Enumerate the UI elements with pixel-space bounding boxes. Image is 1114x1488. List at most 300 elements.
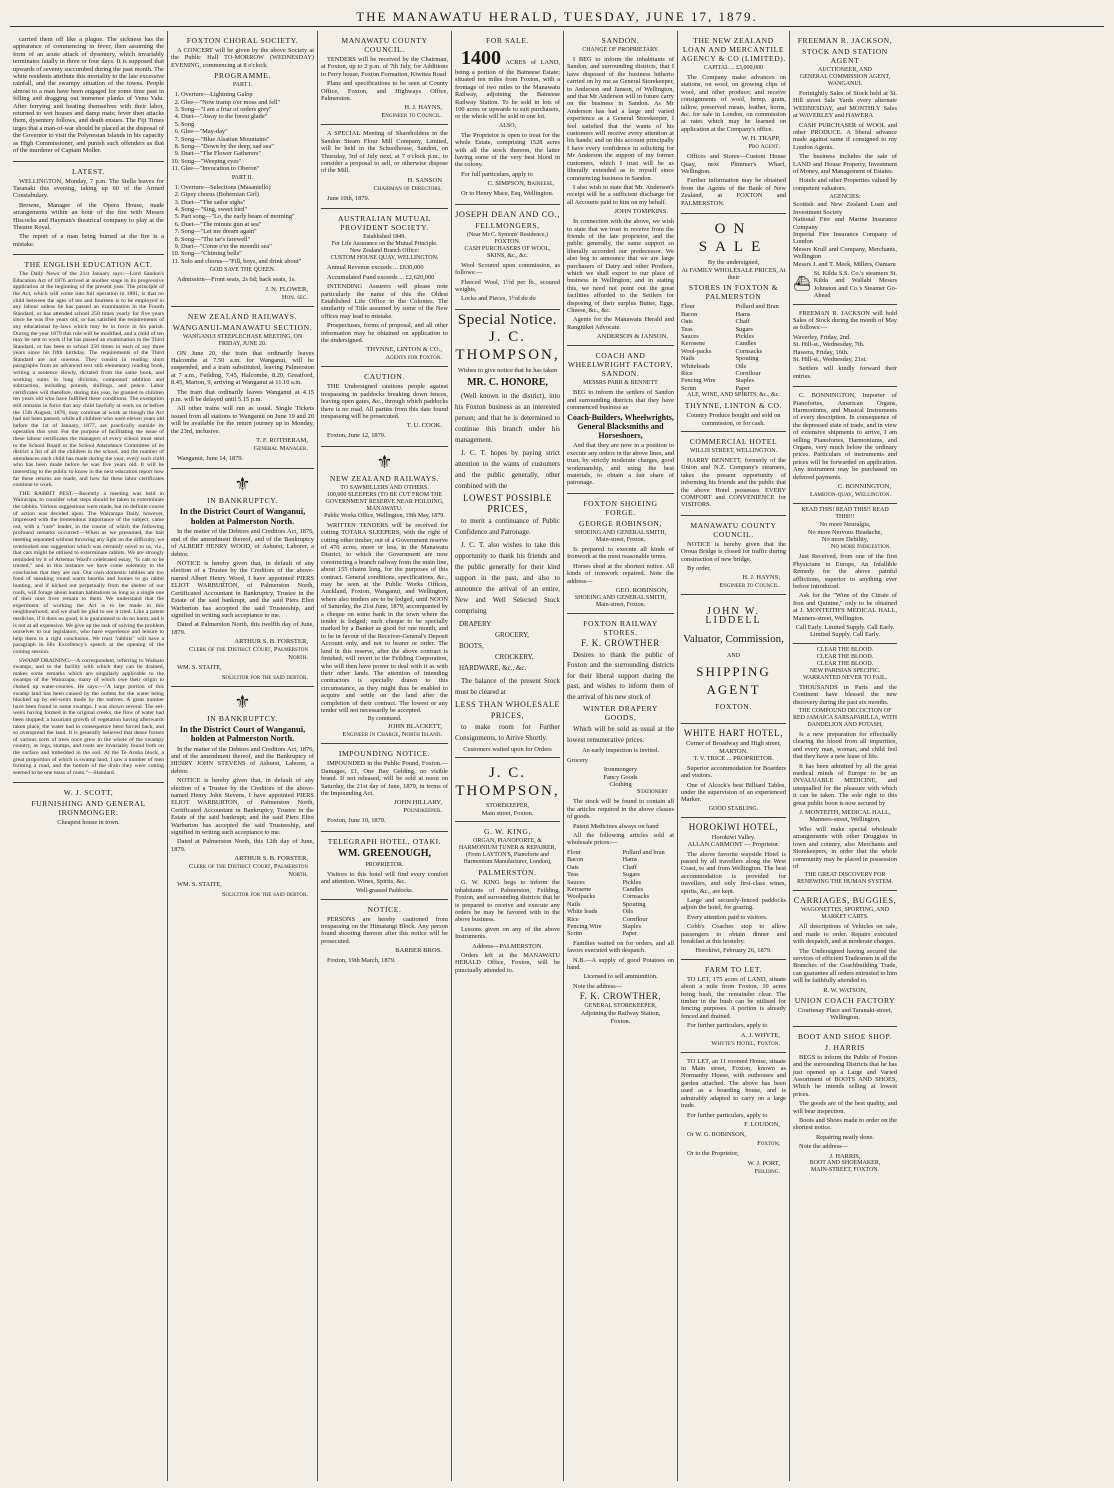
ad-heading: NOTICE. xyxy=(367,904,402,914)
ad-text: Fancy Goods xyxy=(603,773,638,781)
ad-bonnington xyxy=(793,387,897,504)
goods-item: Pickles xyxy=(622,878,641,886)
goods-item: Sauces xyxy=(681,332,699,340)
column-6 xyxy=(678,31,790,1481)
ad-text: Foxton; xyxy=(757,1140,780,1148)
ad-signature: F. LOUDON, xyxy=(744,1120,780,1128)
ad-emphasis: PRICES, xyxy=(490,710,525,720)
ad-signature: ANDERSON & JANSON. xyxy=(596,333,668,341)
ad-subheading: NEW PARISIAN SPECIFIC. xyxy=(809,667,881,674)
ad-heading: FOXTON SHOEING FORGE. xyxy=(583,498,658,517)
ad-house-to-let xyxy=(681,1053,786,1180)
ad-coach-factory xyxy=(567,346,674,494)
ad-subheading: PART II. xyxy=(231,174,254,181)
ad-signature: A. J. WHYTE, xyxy=(740,1031,780,1039)
ad-text: PALMERSTON. xyxy=(478,868,537,878)
columns xyxy=(10,31,1104,1481)
article-text: Browne, Manager of the Opera House, made arrangements within an hour of the fire with Messrs Hiscocks and Hayman's theatrical company to play at the Theatre Royal. xyxy=(13,201,164,231)
programme-item: 4. Song—"Sing, sweet bird" xyxy=(181,206,314,213)
ad-trade: AUCTIONEER, AND xyxy=(818,67,872,73)
ad-text: PROPRIETOR. xyxy=(365,861,404,868)
ad-text: TENDERS will be received by the Chairman, at Foxton, up to 2 p.m. of 7th July, for Additions to Ferry house, Foxton Formation, Kiwitea Road xyxy=(321,56,448,78)
goods-item: Paper xyxy=(622,930,638,938)
ad-text: All descriptions of Vehicles on sale, and made to order. Repairs executed with despatch, and at moderate charges. xyxy=(793,923,897,946)
ad-text: Or to Henry Mace, Esq, Wellington. xyxy=(461,190,554,198)
ad-farm-to-let xyxy=(681,960,786,1053)
ad-text: A CONCERT will be given by the above Society at the Public Hall TO-MORROW (WEDNESDAY) EVENING, commencing at 8 o'clock. xyxy=(171,47,314,69)
ad-commercial-hotel xyxy=(681,432,786,516)
ad-jackson-sales xyxy=(793,305,897,388)
royal-crest-icon: ⚜ xyxy=(234,691,251,712)
royal-crest-icon: ⚜ xyxy=(376,451,393,472)
ad-text: Ask for the "Wine of the Citrate of Iron and Quinine," only to be obtained at J. MONTEITH'S MEDICAL HALL, Manners-street, Wellington. xyxy=(793,592,897,622)
ad-text: IMPOUNDED in the Public Pound, Foxton.—Damages, £1, One Bay Gelding, no visible brand. If not released, will be sold at noon on Saturday, the 21st day of June, 1879, in terms of the Impounding Act. xyxy=(321,760,448,797)
ad-subheading: 100,000 SLEEPERS (TO BE CUT FROM THE GOVERNMENT RESERVE NEAR FEILDING, MANAWATU. xyxy=(325,491,444,512)
column-1 xyxy=(10,31,168,1481)
ad-name: MR. C. HONORE, xyxy=(467,376,548,388)
ad-trade: STOCK AND STATION AGENT xyxy=(802,47,888,65)
ad-text: In the matter of the Debtors and Creditors Act, 1876, and of the amendment thereof, and of the Bankruptcy of ALBERT HENRY WOOD, of Ashurst, Laborer, a debtor. xyxy=(171,528,314,558)
article-text: WELLINGTON, Monday, 7 p.m. The Stella leaves for Taranaki this evening, taking up 60 of the Armed Constabulary. xyxy=(13,177,164,200)
ad-subheading: TO SAWMILLERS AND OTHERS. xyxy=(340,484,429,491)
goods-item: Pickles xyxy=(735,332,754,340)
goods-item: GROCERY, xyxy=(495,630,529,639)
ad-trade: Coach-Builders, Wheelwrights, General Blacksmiths and Horseshoers, xyxy=(567,413,674,441)
ad-subheading: WANGANUI-MANAWATU SECTION. xyxy=(172,322,313,332)
ad-text: Patent Medicines always on hand xyxy=(573,822,659,830)
ad-text: Dated at Palmerston North, this twelfth day of June, 1879. xyxy=(171,621,314,636)
ad-signature-title: Engineer in Charge, North Island. xyxy=(342,731,442,739)
ad-name: W. J. SCOTT, xyxy=(63,788,114,798)
ad-text: NOTICE is hereby given that, in default of any election of a Trustee by the Creditors of the above-named Henry John Stevens, I have appointed PIERS ELIOT WARBURTON, of Palmerston North, Certificated Accountant in Bankruptcy, Trustee in the Estate of the said bankrupt; and the said Piers Eliot Warburton has accepted the said Trusteeship, and signified in writing such acceptance to me. xyxy=(171,777,314,836)
ad-text: The Proprietor is open to treat for the whole Estate, comprising 1528 acres with all the stock thereon, the latter having some of the very best blood in the colony. xyxy=(455,131,560,169)
ad-text: ALE, WINE, AND SPIRITS, &c., &c. xyxy=(687,392,780,399)
ad-text: GOOD STABLING. xyxy=(708,805,759,812)
ad-text: Main-street, Foxton. xyxy=(595,536,646,543)
ad-trade: SHOEING AND GENERAL SMITH, xyxy=(574,529,667,536)
goods-item: Teas xyxy=(567,871,579,879)
article-text: SWAMP DRAINING.—A correspondent, referring to Waikato swamps, and to the facility with which they can be drained, makes some remarks which are singularly applicable to the swamps of the Wairarapa, many of which owe their origin to choked up water-courses. He says:—"A large portion of this swamp land has been caused by the outlets for the water being blocked up by eel-weirs made by the natives. A great number have been found in some swamps. I was shown several. The eel-weirs having formed in the original creeks, the flow of water had been stopped; a luxuriant growth of vegetation having afterwards taken place, the water had in consequence been forced back, and so overspread the land. It is generally believed that dense forests of various sorts of trees once grew in the whole of the swampy country, as logs, stumps, and roots are invariably found both on the surface and imbedded in the soil. At the Te Aroha block, a great proportion of which is swamp land, I saw a number of men forming a road, and the bottom of the drain they were cutting seemed to be one mass of roots."—Standard. xyxy=(13,657,164,776)
agency-list xyxy=(793,201,897,268)
ad-signature: C. BONNINGTON, xyxy=(837,483,891,491)
ad-dean-fellmongers xyxy=(455,205,560,310)
ad-signature: J. HARRIS, xyxy=(829,1152,861,1160)
ad-text: Customers waited upon for Orders xyxy=(463,745,552,753)
ad-text: N.B.—A supply of good Potatoes on hand. xyxy=(567,956,674,971)
ad-name: JOHN W. LIDDELL xyxy=(705,606,762,627)
sales-list xyxy=(793,334,897,364)
ad-text: For Life Assurance on the Mutual Principle. xyxy=(331,241,438,248)
ad-name: J. C. THOMPSON, xyxy=(455,764,560,799)
ad-name: WM. GREENOUGH, xyxy=(337,847,432,859)
ad-trade: FELLMONGERS, xyxy=(475,220,540,230)
ad-text: By command. xyxy=(367,716,402,723)
ad-text: Lessons given on any of the above Instruments. xyxy=(455,925,560,941)
ad-text: All the following articles sold at wholesale prices:— xyxy=(567,832,674,847)
goods-item: Cornflour xyxy=(735,369,761,377)
ad-heading: CLEAR THE BLOOD. xyxy=(816,653,874,660)
programme-item: 2. Glee—"Now tramp o'er moss and fell" xyxy=(181,99,314,106)
goods-item: Staples xyxy=(735,377,754,385)
ad-text: Licensed to sell ammunition. xyxy=(583,973,658,981)
ad-heading: FOXTON CHORAL SOCIETY. xyxy=(186,36,299,45)
ad-trade: FURNISHING AND GENERAL IRONMONGER. xyxy=(31,799,146,818)
ad-signature: R. W. WATSON, xyxy=(823,986,867,994)
ad-text: At FAMILY WHOLESALE PRICES, At their xyxy=(681,266,786,281)
ad-name: FREEMAN R. JACKSON, xyxy=(797,36,893,45)
sale-item: Hawera, Friday, 16th. xyxy=(793,348,849,356)
ad-text: NOTICE is hereby given that, in default of any election of a Trustee by the Creditors of the above-named Albert Henry Wood, I have appointed PIERS ELIOT WARBURTON, of Palmerston North, Certificated Accountant in Bankruptcy, Trustee in the Estate of the said bankrupt, and the said Piers Eliot Warburton has accepted the said Trusteeship, and signified in writing such acceptance to me. xyxy=(171,560,314,619)
ad-heading: COMMERCIAL HOTEL xyxy=(689,437,778,446)
ad-heading: FOXTON RAILWAY STORES. xyxy=(583,618,658,637)
goods-item: Sauces xyxy=(567,878,585,886)
ad-text: CAPITAL ... £3,000,000 xyxy=(703,65,764,71)
acreage-number: 1400 xyxy=(461,47,501,69)
ad-county-council-tenders xyxy=(321,31,448,125)
programme-item: 7. Song—"Let me dream again" xyxy=(181,228,314,235)
ad-amp-society xyxy=(321,209,448,367)
goods-item: Rice xyxy=(567,915,579,923)
column-7 xyxy=(790,31,900,1481)
goods-item: Wool-packs xyxy=(681,347,712,355)
ad-text: Just Received, from one of the first Physicians in Europe, An Infallible Remedy for the above painful afflictions, superior to anything ever before introduced. xyxy=(793,553,897,590)
programme-item: 3. Song—"I am a friar of orders grey" xyxy=(181,106,314,113)
ad-text: Foxton. xyxy=(610,1017,631,1025)
ad-text: Orders left at the MANAWATU HERALD Office, Foxton, will be punctually attended to. xyxy=(455,952,560,974)
ad-text: ALLAN CARMONT — Proprietor. xyxy=(687,841,780,849)
ad-emphasis: THE COMPOUND DECOCTION OF RED JAMAICA SARSAPARILLA, WITH DANDELION AND POTASH, xyxy=(793,708,898,728)
goods-item: Rice xyxy=(681,369,693,377)
goods-item: HARDWARE, &c., &c. xyxy=(459,663,527,672)
ad-name: JOSEPH DEAN AND CO., xyxy=(455,209,560,219)
goods-item: DRAPERY xyxy=(459,619,492,628)
agency-item: Scottish and New Zealand Loan and Investment Society xyxy=(793,201,897,216)
column-5 xyxy=(564,31,678,1481)
ad-trade: STOREKEEPER, xyxy=(485,802,530,809)
ad-signature-title: Clerk of the District Court, Palmerston North. xyxy=(189,646,308,662)
ad-text: A SPECIAL Meeting of Shareholders in the Sandon Steam Flour Mill Company, Limited, will be held in the Schoolhouse, Sandon, on Thursday, 3rd of July next, at 7 o'clock p.m., to consider a proposal to sell, or otherwise dispose of the Mill. xyxy=(321,130,448,175)
programme-item: 3. Duet—"The sailor sighs" xyxy=(181,199,314,206)
ad-text: Note the address— xyxy=(573,982,622,990)
column-3 xyxy=(318,31,452,1481)
goods-grid xyxy=(681,303,786,392)
agency-item: Messrs Krull and Company, Merchants, Wellington xyxy=(793,245,897,261)
ad-subheading: PART I. xyxy=(232,82,253,89)
ad-date: Horokiwi, February 26, 1879. xyxy=(695,947,772,955)
ad-text: Families waited on for orders, and all favors executed with despatch. xyxy=(567,939,674,955)
ad-subheading: In the District Court of Wanganui, holden at Palmerston North. xyxy=(179,506,306,526)
ad-choral-society xyxy=(171,31,314,307)
ad-clear-the-blood xyxy=(793,644,897,892)
ad-signature: T. U. COOK. xyxy=(406,422,442,430)
goods-item: Kerosene xyxy=(567,885,592,893)
ad-sandon-mill xyxy=(321,125,448,209)
ad-king-tuner xyxy=(455,822,560,980)
ad-heading: READ THIS! READ THIS!! READ THIS!!! xyxy=(801,507,889,521)
goods-item: Oats xyxy=(681,318,693,326)
goods-item: Pollard and Bran xyxy=(735,303,779,311)
ad-text: WRITTEN TENDERS will be received for cutting TOTARA SLEEPERS, with the right of cutting other timber, out of a Government reserve of 470 acres, more or less, in the Manawatu District, to which the Government are now constructing a branch railway from the main line, about 155 chains long, for the purposes of this contract. General conditions, specifications, &c., may be seen at the Public Works Offices, Auckland, Foxton, Wanganui, and Wellington, where also tenders are to be lodged, until NOON of Saturday, the 21st June, 1879, accompanied by a cheque on some bank in the town where the tender is lodged; such cheque to be specially marked by a Banker as good for one month, and to be in favour of the Receiver-General's Deposit Account only, and not to bearer or order. The land in this reserve, after the above contract is finished, will revert to the Feilding Corporation, who will then have power to deal with it as with their other lands. The attention of intending contractors is specially drawn to this circumstance, as they might thus be enabled to acquire and settle on the land after the completion of their contract. The lowest or any tender will not necessarily be accepted. xyxy=(321,521,448,714)
agency-item: Messrs J. and T. Meek, Millers, Oamaru xyxy=(793,260,896,268)
ad-name: J. C. THOMPSON, xyxy=(455,329,560,364)
ad-text: Offices and Stores—Custom House Quay, next Plimmer's Wharf, Wellington. xyxy=(681,153,786,176)
ad-text: Admission—Front seats, 2s 6d; back seats, 1s. xyxy=(177,276,296,284)
ad-signature-title: Solicitor for the said debtor. xyxy=(221,673,308,681)
programme-item: 6. Duet—"The minute gun at sea" xyxy=(181,221,314,228)
ad-text: Wishes to give notice that he has taken xyxy=(457,367,558,375)
ad-text: Annual Revenue exceeds ... £630,000 xyxy=(327,264,424,272)
ad-signature: H. J. HAYNS, xyxy=(404,104,442,112)
article-text: carried them off like a plague. The sickness has the appearance of commencing in fever, then assuming the form of an acute attack of dysentery, which invariably terminates fatally in three or four days. It is supposed that upwards of seventy succumbed during the past month. The white residents attribute this mortality to the late excessive rainfall, and the swampy situation of the towns. People almost to a man have been engaged for some time past in felling and dragging out immense planks of Venu Valu. After ferrying and heating themselves with their labor, returned to wet houses and damp mats; fever then attacks them, dysentery follows, and death ensues. The Fiji Times urges that a man-of-war should be placed at the disposal of the Governor to visit the Polynesian Islands in his capacity as High Commissioner, and punish such offenders as that of the murderer of Captain Moller. xyxy=(13,36,164,155)
ad-read-this xyxy=(793,504,897,644)
ad-liddell xyxy=(681,595,786,724)
ad-sandon-proprietary xyxy=(567,31,674,346)
ad-text: Further information may be obtained from the Agents of the Bank of New Zealand, at FOXTON and PALMERSTON. xyxy=(681,177,786,207)
ad-thompson-special-notice xyxy=(455,310,560,758)
ad-text: In the matter of the Debtors and Creditors Act, 1876, and of the amendment thereof, and the Bankruptcy of HENRY JOHN STEVENS of Ashurst, Laborer, a debtor. xyxy=(171,745,314,775)
ad-heading: MANAWATU COUNTY COUNCIL. xyxy=(341,36,428,54)
goods-item: Flour xyxy=(681,303,695,311)
goods-item: Hams xyxy=(735,310,751,318)
ad-text: By order, xyxy=(687,565,711,573)
ad-text: to merit a continuance of Public Confidence and Patronage. xyxy=(455,516,560,536)
ad-date: Foxton, 19th March, 1879. xyxy=(327,957,396,965)
ad-heading: CLEAR THE BLOOD. xyxy=(816,660,874,667)
ad-text: Is a new preparation for effectually clearing the blood from all impurities, and every man, woman, and child feel that they have a new lease of life. xyxy=(793,731,897,761)
goods-item: Oils xyxy=(735,362,747,370)
goods-item: Cornsacks xyxy=(735,347,763,355)
programme-item: 9. Duet—"The Flower Gatherers" xyxy=(181,150,314,157)
goods-list xyxy=(455,619,560,674)
ad-signature: H. SANSON xyxy=(407,176,442,184)
column-2 xyxy=(168,31,318,1481)
ad-nz-railways xyxy=(171,307,314,470)
ad-name: MESSRS PARR & BENNETT xyxy=(583,380,658,387)
ad-text: Stationery xyxy=(636,788,668,796)
ad-text: The balance of the present Stock must be cleared at xyxy=(455,676,560,696)
goods-item: Bacon xyxy=(681,310,698,318)
article-text: THE RABBIT PEST.—Recently a meeting was held in Wairarapa, to consider what steps should be taken to exterminate the rabbits. Various suggestions were made, but no definite course of action was decided upon. The Wairarapa Daily, however, impressed with the tremendous importance of the subject, came out, with a "rare" leader, in the course of which the following profound remarks occurred:—When as we presumed, the bait meeting separated without throwing any light on the difficulty, we overlooked one suggestion which was certainly novel to us, viz., that cats might be utilised to exterminate rabbits. We are strongly reminded by it of Artemus Ward's celebrated essay, "Is cats to be trusted," and in this instance we have come solemnly to the conclusion that they are not. Our own domestic tabbies are too fond of sneaking round warm hearths and homes to go rabbit hunting, and if kicked out perpetually from the shelter of our roofs, will forage about human habitations as long as a single one of their nine lives remain to them. We understand that the experiment of working the Act is to be made in this neighbourhood, and we shall be glad to see it tried. Like a patent medicine, if it does no good, it is guaranteed to do no harm, and it is not at all expensive. We give up the task of solving the problem ourselves to our legislators, who have experience and leisure to help them to a right conclusion. We trust "rabbits" will have a paragraph in His Excellency's speech at the opening of the coming session. xyxy=(13,490,164,655)
goods-item: Fencing Wire xyxy=(681,377,716,385)
ad-trade: GENERAL COMMISSION AGENT, xyxy=(799,74,891,80)
ad-text: Hotels and other Properties valued by competent valuators. xyxy=(793,177,897,192)
sale-item: St. Hill-st., Wednesday, 21st. xyxy=(793,356,867,363)
ad-text: The Company make advances on stations, on wool, on growing clips of wool, and other produce; and receive consignments of wool, hemp, grain, tallow, preserved meats, leather, horns, &c. for sale in London, on commission at rates which may be learned on application at the Company's office. xyxy=(681,74,786,133)
ad-name: F. K. CROWTHER xyxy=(581,637,660,648)
goods-item: Paper xyxy=(735,384,751,392)
ad-text: All other trains will run as usual. Single Tickets issued from all stations to Wanganui on June 19 and 20 will be available for the return journey up to Monday, the 23rd, inclusive. xyxy=(171,405,314,435)
ad-trade: GENERAL STOREKEEPER, xyxy=(584,1003,657,1010)
sale-item: Waverley, Friday, 2nd. xyxy=(793,333,851,341)
goods-item: Oats xyxy=(567,863,579,871)
ad-heading: CAUTION. xyxy=(364,372,405,382)
ad-text: C. BONNINGTON, Importer of Pianofortes, American Organs, Harmoniums, and Musical Instruments of every description. In consequence of the depressed state of trade, and in view of extensive shipments to arrive, I am selling Pianofortes, Harmoniums, and Organs, very much below the ordinary prices. Particulars of instruments and prices will be forwarded on application. Any instrument may be purchased on deferred payments. xyxy=(793,392,897,481)
ad-text: (From LAYTON'S, Pianoforte and Harmonium Manufacturer, London), xyxy=(463,852,552,866)
programme-list xyxy=(171,91,314,172)
ad-signature: W. J. PORT, xyxy=(747,1159,780,1167)
programme-item: 1. Overture—Lightning Galop xyxy=(181,91,314,98)
ad-text: Adjoining the Railway Station, xyxy=(580,1010,661,1018)
ad-signature-title: Engineer to Council. xyxy=(719,582,780,590)
ad-text: Established 1849. xyxy=(363,234,406,241)
ad-text: MAIN-STREET, FOXTON. xyxy=(810,1167,880,1174)
article-text: The report of a man being burned at the fire is a mistake. xyxy=(13,233,164,248)
goods-item: White leads xyxy=(567,908,598,916)
ad-signature-title: General Manager. xyxy=(253,445,308,453)
ad-text: ALSO, xyxy=(498,122,517,129)
ad-date: Wanganui, June 14, 1879. xyxy=(177,455,244,463)
goods-item: Sugars xyxy=(622,871,640,879)
ad-text: INTENDING Assurers will please note particularly the name of this the Oldest Established Life Office in the Colonies. The similarity of Title assumed by some of the New offices may lead to mistake. xyxy=(321,283,448,320)
ad-signature: ARTHUR S. B. FORSTER, xyxy=(234,638,308,646)
ad-heading: HOROKIWI HOTEL, xyxy=(688,821,779,832)
ad-date: Foxton, June 12, 1879. xyxy=(327,432,386,440)
ad-text: New Zealand Branch Office: xyxy=(349,248,420,255)
ad-heading: NEW ZEALAND RAILWAYS. xyxy=(329,473,440,483)
ad-text: For full particulars, apply to xyxy=(461,170,533,178)
ad-text: No more Indigestion. xyxy=(830,543,891,551)
ad-signature: BARBER BROS. xyxy=(395,947,442,955)
programme-item: 8. Song—"The tar's farewell" xyxy=(181,236,314,243)
programme-item: 2. Gipsy chorus (Bohemian Girl) xyxy=(181,191,314,198)
ad-heading: IMPOUNDING NOTICE. xyxy=(338,749,431,759)
ad-text: Public Works Office, Wellington, 19th May, 1879. xyxy=(324,512,445,519)
goods-item: Hams xyxy=(622,856,638,864)
ad-text: PERSONS are hereby cautioned from trespassing on the Himatangi Block. Any person found shooting thereon after this notice will be prosecuted. xyxy=(321,915,448,945)
ad-nz-loan-agency xyxy=(681,31,786,214)
ad-heading: CLEAR THE BLOOD. xyxy=(816,646,874,653)
ad-trade: BOOT AND SHOEMAKER, xyxy=(809,1160,881,1167)
programme-item: 10. Song—"Chiming bells" xyxy=(181,250,314,257)
goods-item: Kerosene xyxy=(681,340,706,348)
ad-text: FOXTON. xyxy=(494,238,521,245)
ad-signature: JOHN BLACKETT, xyxy=(387,723,442,731)
ad-railway-stores xyxy=(567,614,674,1029)
ad-tagline: Cheapest house in town. xyxy=(57,819,120,827)
ad-subheading: WAGONETTES, SPORTING, AND MARKET CARTS. xyxy=(801,907,889,921)
ad-text: Locks and Pieces, 1½d do do xyxy=(461,295,536,303)
ad-signature: JOHN TOMPKINS. xyxy=(614,208,668,216)
agency-item: National Fire and Marine Insurance Company xyxy=(793,216,897,231)
goods-grid xyxy=(567,849,674,938)
ad-trade: ORGAN, PIANOFORTE, & HARMONIUM TUNER & REPAIRER, xyxy=(458,838,557,852)
ad-text: No more Neuralgia, xyxy=(819,521,871,529)
ad-text: By the undersigned, xyxy=(707,259,760,267)
ad-text: The train that ordinarily leaves Wanganui at 4.15 p.m. will be delayed until 5.15 p.m. xyxy=(171,388,314,403)
ad-signature: WM. S. STAITE, xyxy=(177,881,222,889)
ad-bankruptcy-wood xyxy=(171,469,314,686)
ad-subheading: WARRANTED NEVER TO FAIL. xyxy=(802,674,888,681)
ad-text: TO LET, an 11 roomed House, situate in Main street, Foxton, known as Normanby House, with outhouses and garden attached. The above has been used as a boarding house, and is admirably adapted to carry on a large trade. xyxy=(681,1057,786,1110)
ad-text: Is prepared to execute all kinds of Ironwork at the most reasonable terms. xyxy=(567,545,674,561)
ad-text: Call Early. Limited Supply. Call Early. Limited Supply. Call Early. xyxy=(795,623,895,639)
ad-signature: C. SIMPSON, Baineese, xyxy=(487,180,554,188)
ad-trade: Valuator, Commission, xyxy=(683,633,784,646)
ad-text: Fleeced Wool, 1½d per lb., scoured weights, xyxy=(455,278,560,293)
ad-text: THOUSANDS in Paris and the Continent have blessed the new discovery during the past six months. xyxy=(793,683,897,706)
ad-text: Horses shod at the shortest notice. All kinds of ironwork repaired. Note the address— xyxy=(567,562,674,585)
programme-item: 5. Part song—"Lo, the early beam of morning" xyxy=(181,213,314,220)
ad-signature-title: Solicitor for the said debtor. xyxy=(221,890,308,898)
ad-text: The stock will be found to contain all the articles required in the above classes of goods. xyxy=(567,798,674,821)
ad-text: Corner of Broadway and High street, MARTON. xyxy=(686,740,781,755)
ad-boot-shoe-shop xyxy=(793,1027,897,1178)
ad-trade: SHIPPING AGENT xyxy=(696,664,771,698)
ad-text: No more Nervous Headache, xyxy=(807,528,883,536)
goods-item: Chaff xyxy=(735,318,750,326)
ad-telegraph-hotel xyxy=(321,832,448,900)
ad-date: Foxton, June 10, 1879. xyxy=(327,817,386,825)
ad-text: Courtenay Place and Taranaki-street, Wellington. xyxy=(797,1006,893,1022)
ad-heading: FOR SALE. xyxy=(486,36,529,45)
news-education-act xyxy=(13,255,164,783)
goods-item: Spouting xyxy=(622,900,646,908)
section-heading: LATEST. xyxy=(72,166,105,176)
ad-text: The business includes the sale of LAND and House Property, Investment of Money, and Management of Estates. xyxy=(793,153,897,176)
ad-text: Fortnightly Sales of Stock held at St. Hill street Sale Yards every alternate WEDNESDAY, and MONTHLY Sales at WAVERLEY and HAWERA xyxy=(793,90,897,120)
ad-text: Manners-street, Wellington, xyxy=(809,816,881,824)
ad-text: Prospectuses, forms of proposal, and all other information may be obtained on application to the undersigned. xyxy=(321,322,448,344)
royal-crest-icon: ⚜ xyxy=(234,474,251,495)
ad-subheading: Horokiwi Valley. xyxy=(711,833,756,841)
ad-signature: H. J. HAYNS, xyxy=(742,574,780,582)
ad-text: Address—PALMERSTON. xyxy=(472,942,543,950)
ad-text: For further particulars, apply to xyxy=(687,1111,768,1119)
ad-text: Desires to thank the public of Foxton and the surrounding districts for their liberal support during the past, and wishes to inform them of the arrival of his new stock of xyxy=(567,650,674,701)
ad-jackson-agent xyxy=(793,31,897,305)
ad-land-for-sale xyxy=(455,31,560,205)
ad-text: CUSTOM HOUSE QUAY, WELLINGTON. xyxy=(330,255,439,262)
programme-item: 11. Solo and chorus—"Fill, boys, and drink about" xyxy=(181,258,314,265)
ad-text: I BEG to inform the inhabitants of Sandon, and surrounding districts, that I have disposed of the business hitherto carried on by me as General Storekeeper, to Anderson and Janson, of Wellington, and that Mr Anderson will in future carry on the business in Sandon. As Mr Anderson has had a large and varied experience as a General Storekeeper, I feel satisfied that the wants of his customers will receive every attention at his hands; and on this account principally I have every confidence in soliciting for Mr Anderson the support of my former customers, which I trust will be as liberally extended as to myself since commencing business in Sandon. xyxy=(567,56,674,182)
steamer-block xyxy=(793,270,897,300)
ad-subheading: CHANGE OF PROPRIETARY. xyxy=(582,47,659,53)
ad-heading: IN BANKRUPTCY. xyxy=(207,713,278,723)
ad-signature-title: Agents for Foxton. xyxy=(385,354,442,362)
column-4 xyxy=(452,31,564,1481)
ad-emphasis: PRICES, xyxy=(487,503,528,515)
programme-item: 7. Song—"Blue Alsatian Mountains" xyxy=(181,136,314,143)
ad-scott xyxy=(13,783,164,830)
goods-item: Candles xyxy=(735,340,757,348)
ad-heading: FARM TO LET. xyxy=(704,964,763,974)
ad-signature: T. F. ROTHERAM, xyxy=(256,437,308,445)
ad-horokiwi-hotel xyxy=(681,818,786,960)
ad-on-sale xyxy=(681,214,786,432)
ad-text: The Undersigned having secured the services of efficient Tradesmen in all the Branches of the Coachbuilding Trade, can guarantee all orders entrusted to him will be faithfully attended to. xyxy=(793,947,897,985)
ad-signature-title: Hon. sec. xyxy=(281,293,308,301)
section-heading: THE ENGLISH EDUCATION ACT. xyxy=(24,260,153,270)
ad-heading: CARRIAGES, BUGGIES, xyxy=(793,895,897,906)
ad-caution xyxy=(321,367,448,446)
ad-text: Repairing neatly done. xyxy=(815,1133,875,1141)
ad-text: G. W. KING begs to inform the inhabitants of Palmerston, Feilding, Foxton, and surrounding districts that he is prepared to receive and execute any orders he may be favored with in the above business. xyxy=(455,879,560,924)
ad-signature-title: Lambton-quay, Wellington. xyxy=(809,491,891,499)
ad-text: Main street, Foxton. xyxy=(481,809,534,817)
ad-heading: TELEGRAPH HOTEL, OTAKI. xyxy=(327,836,442,846)
ad-heading: ON SALE xyxy=(698,221,769,256)
ad-text: NOTICE is hereby given that the Oroua Bridge is closed for traffic during construction of new bridge. xyxy=(681,540,786,563)
ad-text: It has been admitted by all the great medical minds of Europe to be an INVALUABLE MEDICINE, and unequalled for the pleasure with which it can be taken. The sole right to this great public boon is now secured by xyxy=(793,762,897,807)
ad-text: FOXTON. xyxy=(715,702,752,712)
ad-signature-title: Pro Agent. xyxy=(748,143,780,151)
ad-emphasis: LESS THAN WHOLESALE xyxy=(455,699,560,709)
ad-signature: WM. S. STAITE, xyxy=(177,664,222,672)
goods-item: Fencing Wire xyxy=(567,922,602,930)
goods-item: Flour xyxy=(567,848,581,856)
ad-signature-title: Poundkeeper. xyxy=(403,807,442,815)
ad-emphasis: WINTER DRAPERY GOODS, xyxy=(583,704,658,723)
